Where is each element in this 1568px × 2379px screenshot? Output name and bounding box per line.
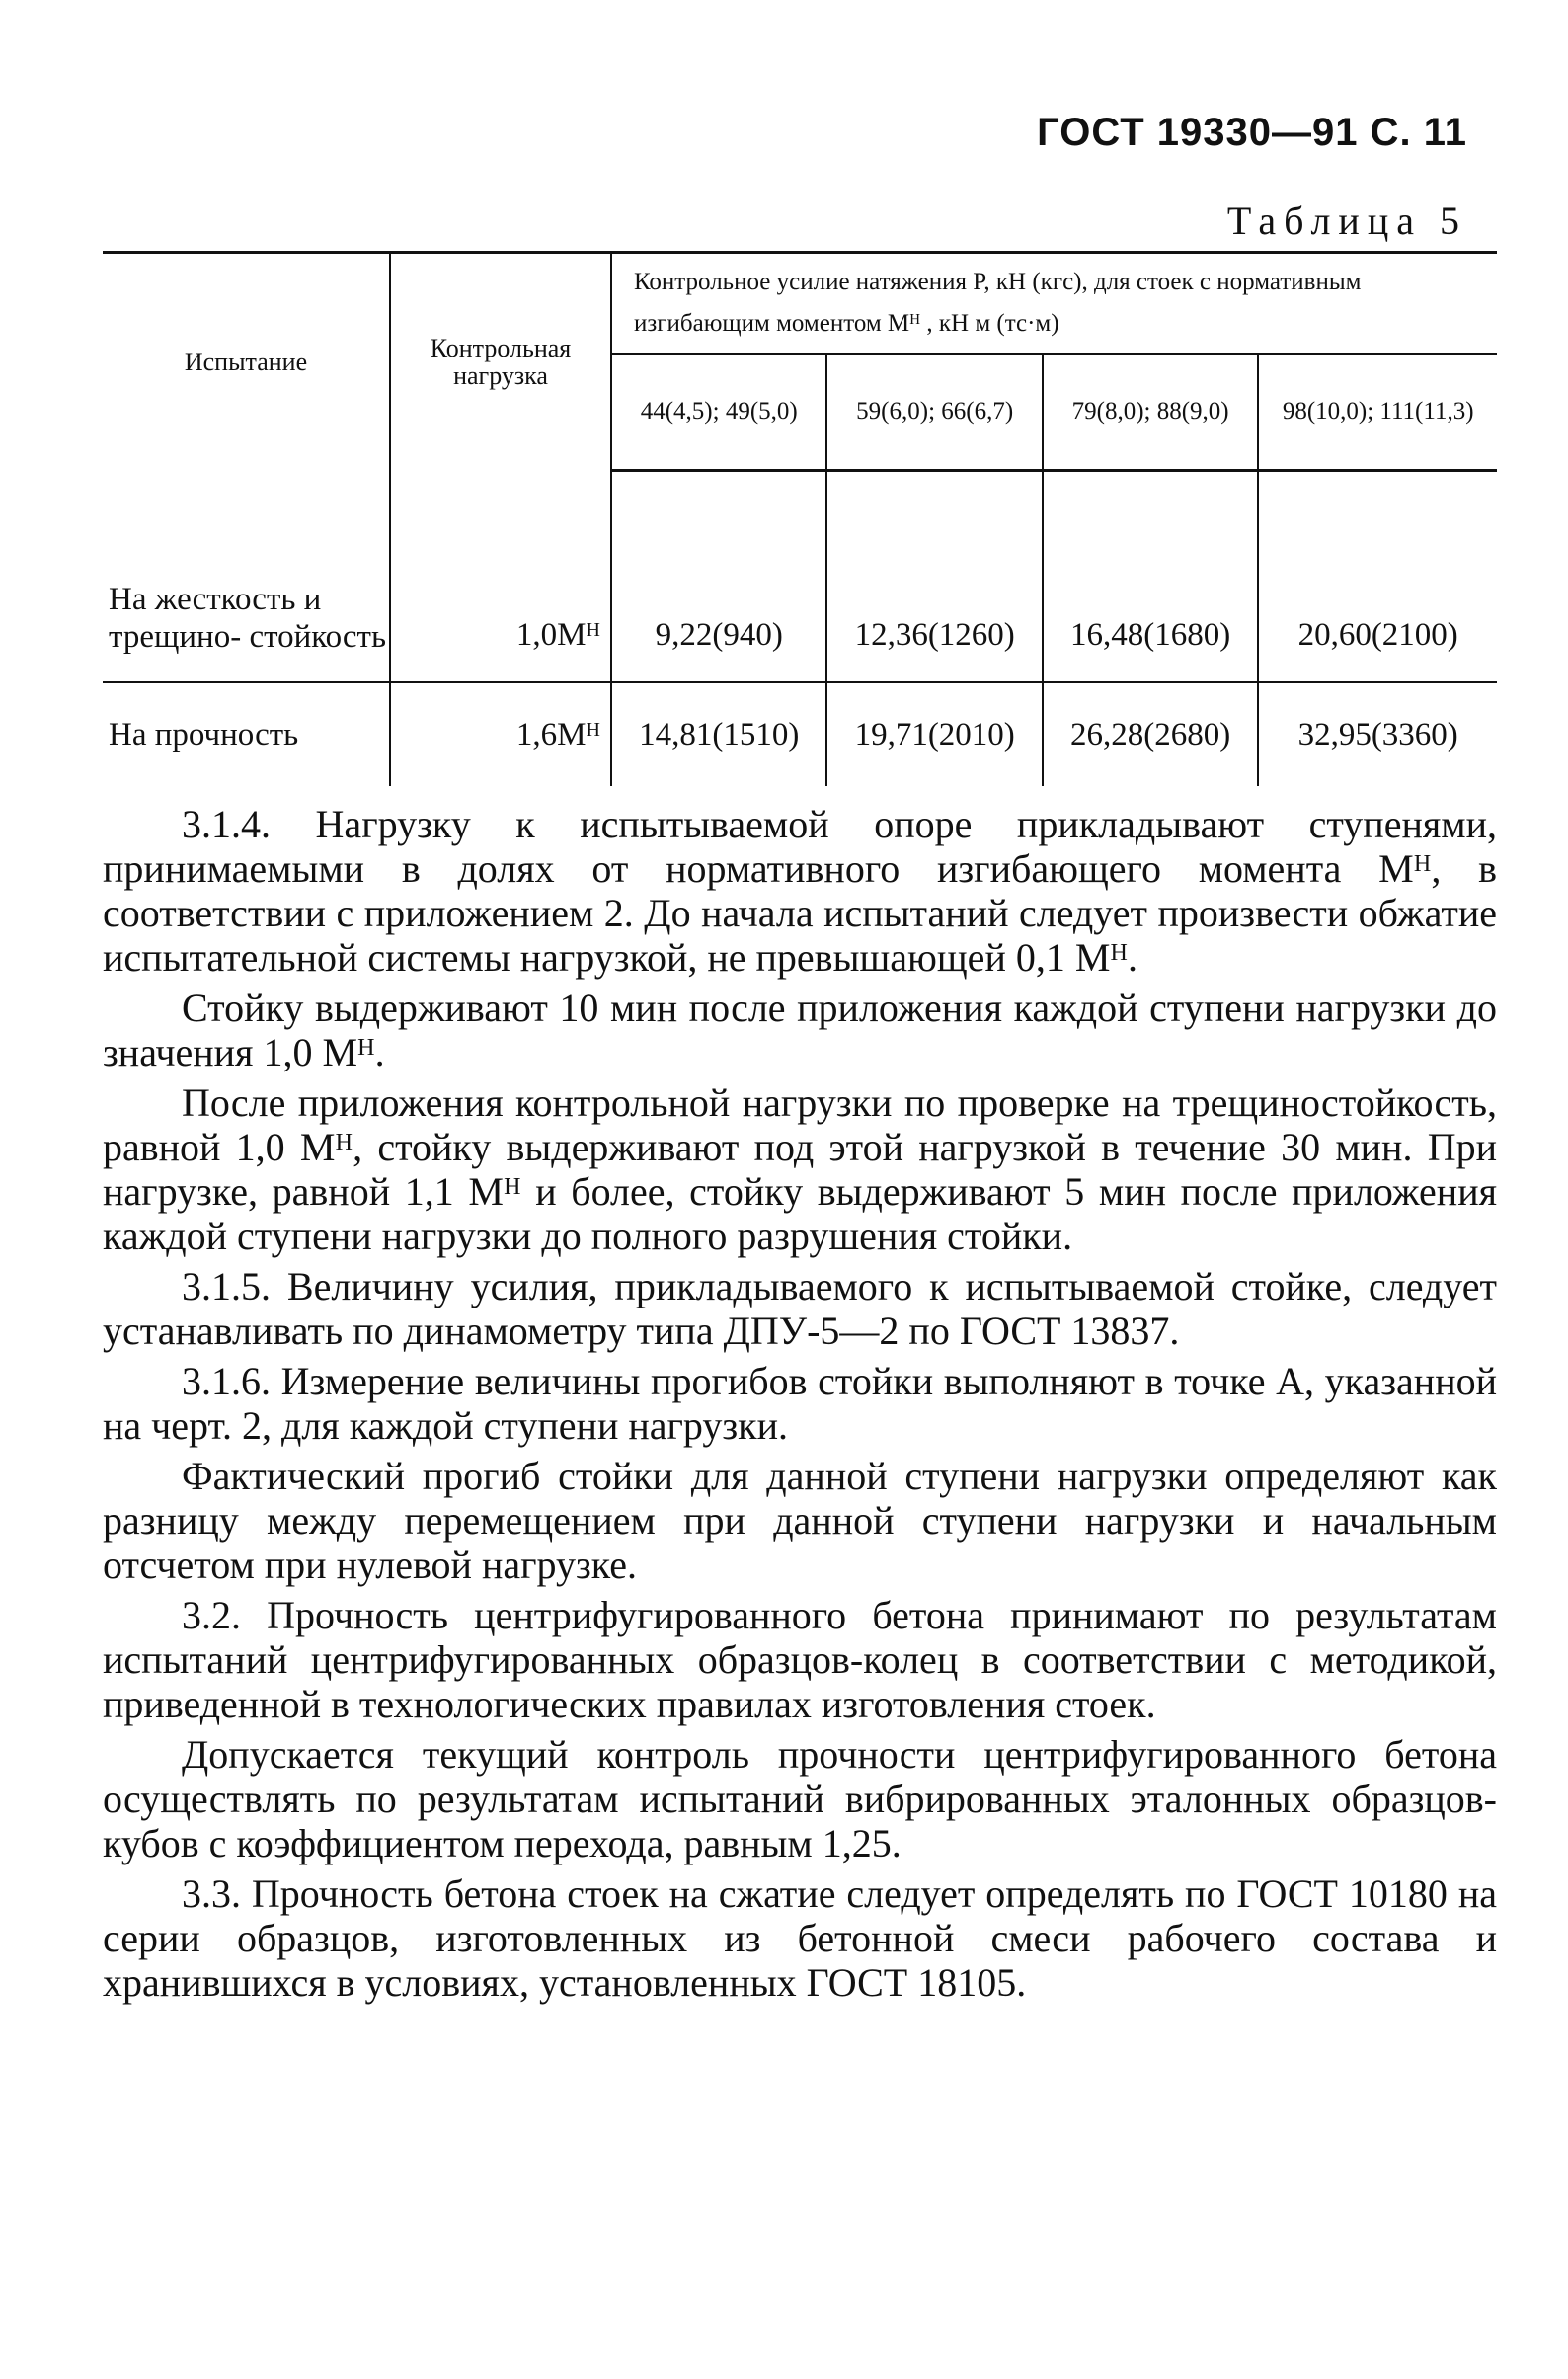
cell-value: 19,71(2010): [826, 682, 1042, 786]
sub-header: 79(8,0); 88(9,0): [1043, 354, 1258, 471]
cell-value: 16,48(1680): [1043, 471, 1258, 683]
sub-header: 59(6,0); 66(6,7): [826, 354, 1042, 471]
table-5: [103, 251, 1497, 786]
body-text: [103, 802, 1497, 2011]
col-header-test: Испытание: [103, 253, 390, 471]
cell-value: 9,22(940): [611, 471, 826, 683]
cell-value: 12,36(1260): [826, 471, 1042, 683]
table-row: [103, 682, 1497, 786]
paragraph-3-1-4: 3.1.4. Нагрузку к испытываемой опоре прикладывают ступенями, принимаемыми в долях от нормативного изгибающего момента Mᴴ, в соответствии с приложением 2. До начала испытаний следует произвести обжатие испытательной системы нагрузкой, не превышающей 0,1 Mᴴ.: [103, 802, 1497, 980]
paragraph: Фактический прогиб стойки для данной ступени нагрузки определяют как разницу между перемещением при данной ступени нагрузки и начальным отсчетом при нулевой нагрузке.: [103, 1454, 1497, 1587]
table-caption: Таблица 5: [1226, 198, 1467, 243]
document-header: ГОСТ 19330—91 С. 11: [1037, 111, 1467, 154]
table-row: [103, 471, 1497, 683]
sub-header: 98(10,0); 111(11,3): [1258, 354, 1497, 471]
paragraph-3-1-5: 3.1.5. Величину усилия, прикладываемого к испытываемой стойке, следует устанавливать по динамометру типа ДПУ-5—2 по ГОСТ 13837.: [103, 1264, 1497, 1353]
paragraph-3-3: 3.3. Прочность бетона стоек на сжатие следует определять по ГОСТ 10180 на серии образцов, изготовленных из бетонной смеси рабочего состава и хранившихся в условиях, установленных ГОСТ 18105.: [103, 1871, 1497, 2005]
cell-load: 1,6Mᴴ: [390, 682, 611, 786]
cell-value: 20,60(2100): [1297, 617, 1458, 653]
sub-header: 44(4,5); 49(5,0): [611, 354, 826, 471]
paragraph: Допускается текущий контроль прочности центрифугированного бетона осуществлять по результатам испытаний вибрированных эталонных образцов-кубов с коэффициентом перехода, равным 1,25.: [103, 1732, 1497, 1865]
paragraph: После приложения контрольной нагрузки по проверке на трещиностойкость, равной 1,0 Mᴴ, стойку выдерживают под этой нагрузкой в течение 30 мин. При нагрузке, равной 1,1 Mᴴ и более, стойку выдерживают 5 мин после приложения каждой ступени нагрузки до полного разрушения стойки.: [103, 1080, 1497, 1258]
cell-test: На жесткость и трещино- стойкость: [103, 471, 390, 683]
paragraph-3-1-6: 3.1.6. Измерение величины прогибов стойки выполняют в точке А, указанной на черт. 2, для каждой ступени нагрузки.: [103, 1359, 1497, 1448]
col-header-load: Контрольная нагрузка: [390, 253, 611, 471]
cell-value: 14,81(1510): [611, 682, 826, 786]
cell-load: 1,0Mᴴ: [390, 471, 611, 683]
cell-test: На прочность: [103, 682, 390, 786]
paragraph-3-2: 3.2. Прочность центрифугированного бетона принимают по результатам испытаний центрифугированных образцов-колец в соответствии с методикой, приведенной в технологических правилах изготовления стоек.: [103, 1593, 1497, 1726]
paragraph: Стойку выдерживают 10 мин после приложения каждой ступени нагрузки до значения 1,0 Mᴴ.: [103, 986, 1497, 1074]
cell-value: 32,95(3360): [1258, 682, 1497, 786]
group-header: Контрольное усилие натяжения P, кН (кгс), для стоек с нормативным изгибающим моментом Mᴴ , кН м (тс·м): [611, 253, 1497, 355]
cell-value: 26,28(2680): [1043, 682, 1258, 786]
